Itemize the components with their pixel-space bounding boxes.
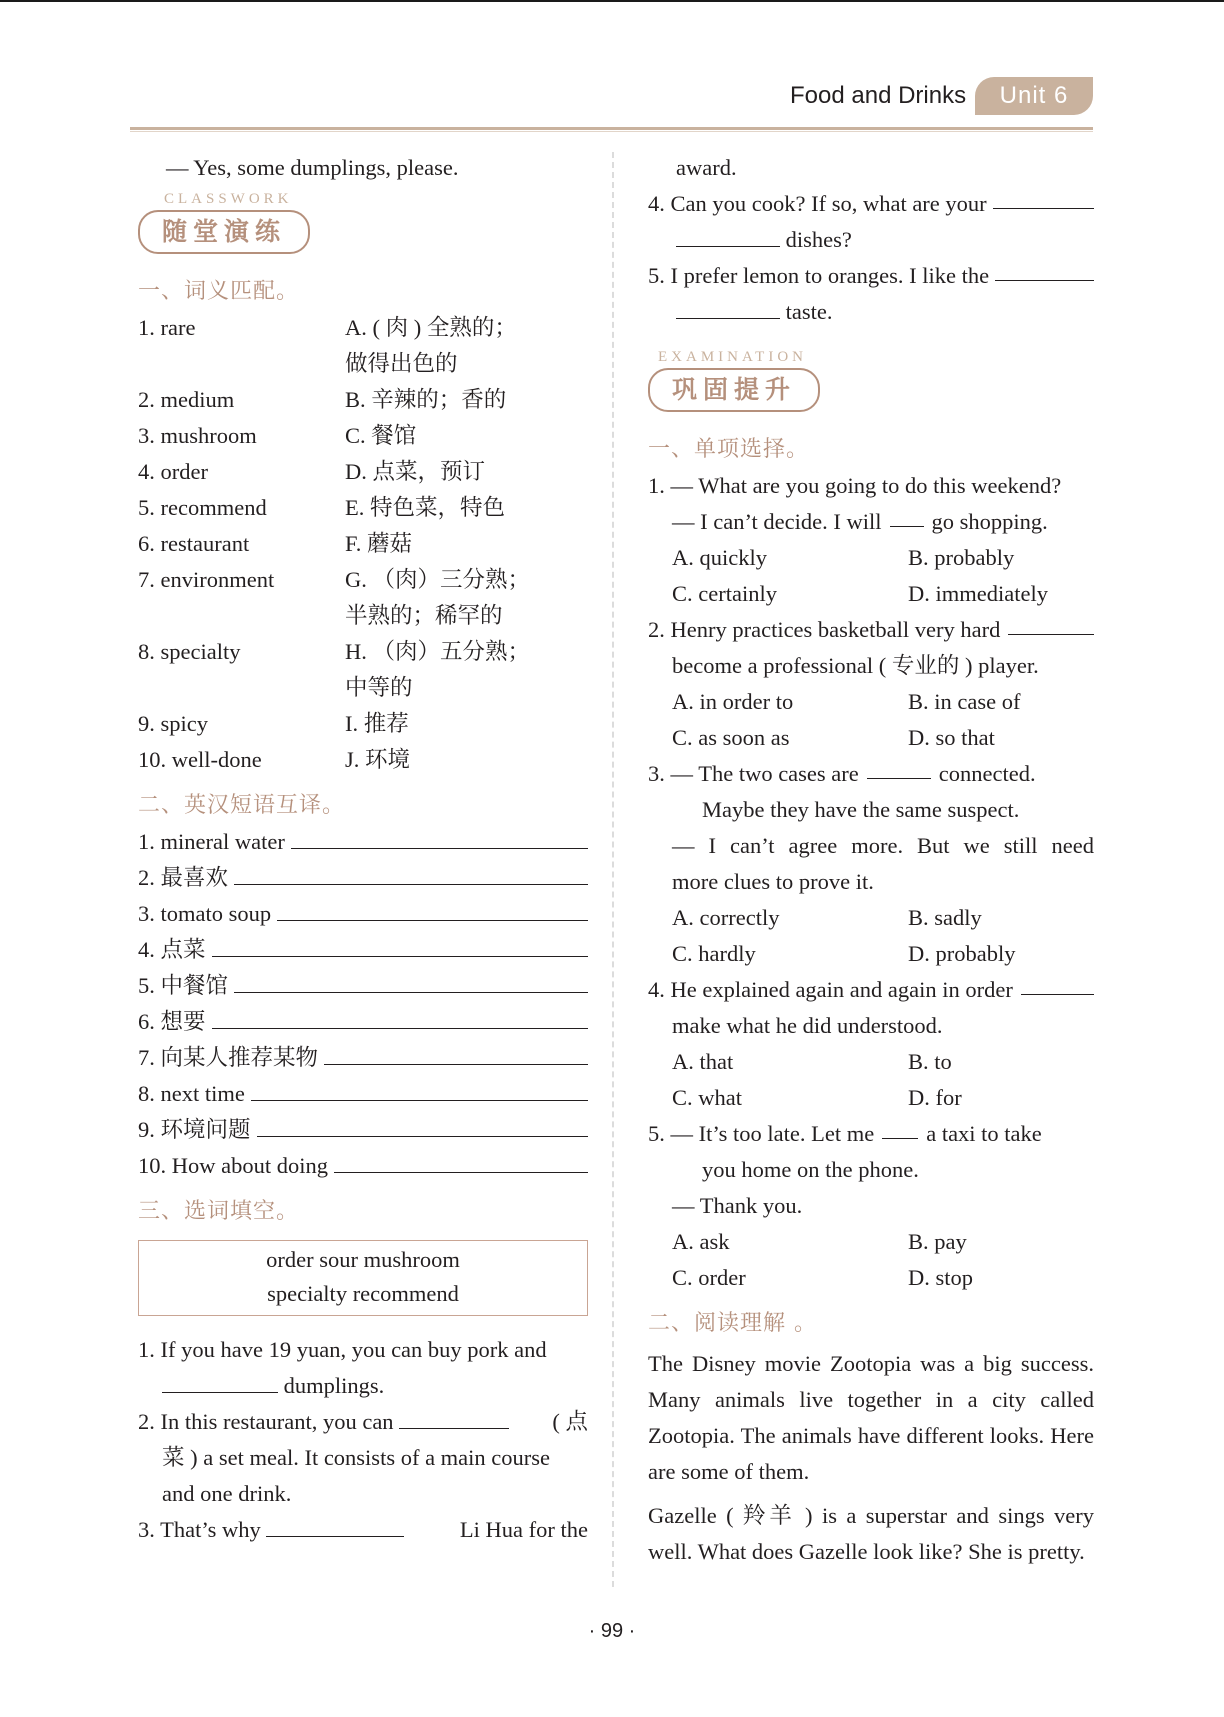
option[interactable]: D. for — [908, 1085, 962, 1110]
matching-word: 10. well-done — [138, 747, 262, 772]
matching-row — [138, 706, 588, 742]
question-text: 5. — It’s too late. Let me — [648, 1121, 875, 1146]
option[interactable]: D. so that — [908, 725, 995, 750]
fill-question-2: 2. In this restaurant, you can ( 点 — [138, 1404, 588, 1440]
answer-blank[interactable] — [324, 1040, 588, 1065]
option[interactable]: D. stop — [908, 1265, 974, 1290]
answer-blank[interactable] — [399, 1406, 509, 1429]
option[interactable]: B. pay — [908, 1229, 967, 1254]
question-line: Maybe they have the same suspect. — [702, 797, 1020, 822]
classwork-badge-en: CLASSWORK — [164, 191, 293, 207]
header-rule-thin — [130, 131, 1093, 132]
column-divider — [612, 152, 614, 1587]
option[interactable]: D. immediately — [908, 581, 1048, 606]
phrase-text: 10. How about doing — [138, 1153, 328, 1178]
phrase-text: 6. 想要 — [138, 1009, 206, 1034]
matching-definition: B. 辛辣的；香的 — [345, 387, 507, 412]
options-row — [648, 900, 1094, 936]
options-row — [648, 1260, 1094, 1296]
matching-row — [138, 634, 588, 670]
answer-blank[interactable] — [676, 296, 780, 319]
answer-blank[interactable] — [890, 504, 924, 527]
fill-continuation: award. — [676, 155, 737, 180]
matching-definition: G. （肉）三分熟； — [345, 567, 530, 592]
answer-blank[interactable] — [1021, 972, 1094, 995]
right-column — [648, 150, 1094, 1570]
matching-row — [138, 310, 588, 346]
matching-definition: H. （肉）五分熟； — [345, 639, 530, 664]
question-line — [648, 504, 1094, 540]
matching-definition-cont: 中等的 — [345, 675, 413, 700]
matching-word: 8. specialty — [138, 639, 241, 664]
question-text: connected. — [938, 761, 1036, 786]
option[interactable]: C. order — [672, 1265, 746, 1290]
question-text: — I can’t decide. I will — [672, 509, 882, 534]
option[interactable]: A. in order to — [672, 689, 794, 714]
option[interactable]: A. that — [672, 1049, 734, 1074]
examination-badge-en: EXAMINATION — [658, 349, 807, 365]
phrase-text: 1. mineral water — [138, 829, 285, 854]
section-title: 一、词义匹配。 — [138, 279, 300, 304]
phrase-text: 3. tomato soup — [138, 901, 272, 926]
answer-blank[interactable] — [882, 1116, 918, 1139]
question-text: 2. Henry practices basketball very hard — [648, 617, 1001, 642]
fill-question-4-cont: dishes? — [648, 222, 1094, 258]
options-row — [648, 1224, 1094, 1260]
phrase-row — [138, 1076, 588, 1112]
option[interactable]: C. certainly — [672, 581, 777, 606]
matching-spacer — [138, 346, 345, 382]
matching-word: 2. medium — [138, 387, 235, 412]
question-text: 3. — The two cases are — [648, 761, 859, 786]
phrase-text: 7. 向某人推荐某物 — [138, 1045, 319, 1070]
option[interactable]: B. sadly — [908, 905, 982, 930]
answer-blank[interactable] — [867, 756, 931, 779]
matching-word: 5. recommend — [138, 495, 267, 520]
matching-word: 4. order — [138, 459, 208, 484]
fill-question-4: 4. Can you cook? If so, what are your — [648, 186, 1094, 222]
word-box-line: order sour mushroom — [266, 1247, 460, 1272]
option[interactable]: A. correctly — [672, 905, 780, 930]
option[interactable]: B. in case of — [908, 689, 1021, 714]
matching-word: 1. rare — [138, 315, 196, 340]
matching-row — [138, 742, 588, 778]
question-text: a taxi to take — [926, 1121, 1042, 1146]
matching-row — [138, 418, 588, 454]
question-line — [648, 756, 1094, 792]
word-box-line: specialty recommend — [267, 1281, 459, 1306]
matching-definition-cont: 半熟的；稀罕的 — [345, 603, 503, 628]
multiple-choice-list — [648, 468, 1094, 1296]
phrase-row — [138, 1112, 588, 1148]
answer-blank[interactable] — [257, 1112, 588, 1137]
options-row — [648, 1080, 1094, 1116]
answer-blank[interactable] — [234, 968, 588, 993]
matching-row-cont — [138, 346, 588, 382]
phrase-list — [138, 824, 588, 1184]
examination-badge-cn: 巩固提升 — [648, 368, 820, 412]
matching-row — [138, 562, 588, 598]
question-line — [648, 1116, 1094, 1152]
question-line: — Thank you. — [672, 1193, 803, 1218]
question-line: you home on the phone. — [702, 1157, 919, 1182]
answer-blank[interactable] — [277, 896, 588, 921]
matching-row — [138, 454, 588, 490]
answer-blank[interactable] — [234, 860, 588, 885]
answer-blank[interactable] — [993, 186, 1094, 209]
examination-badge — [648, 348, 1094, 426]
options-row — [648, 540, 1094, 576]
question-line: make what he did understood. — [672, 1013, 943, 1038]
matching-spacer — [138, 598, 345, 634]
option[interactable]: B. probably — [908, 545, 1015, 570]
reading-paragraph: The Disney movie Zootopia was a big success. Many animals live together in a city called Zootopia. The animals have different looks. Here are some of them. — [648, 1351, 1094, 1484]
option[interactable]: C. as soon as — [672, 725, 790, 750]
answer-blank[interactable] — [251, 1076, 588, 1101]
option[interactable]: C. what — [672, 1085, 742, 1110]
question-line: — I can’t agree more. But we still need — [672, 833, 1094, 858]
unit-badge: Unit 6 — [975, 77, 1093, 115]
question-text: go shopping. — [931, 509, 1048, 534]
options-row — [648, 684, 1094, 720]
matching-definition: I. 推荐 — [345, 711, 409, 736]
phrase-text: 4. 点菜 — [138, 937, 206, 962]
matching-definition: D. 点菜，预订 — [345, 459, 485, 484]
matching-row-cont — [138, 598, 588, 634]
option[interactable]: A. ask — [672, 1229, 730, 1254]
phrase-row — [138, 824, 588, 860]
option[interactable]: B. to — [908, 1049, 952, 1074]
options-row — [648, 936, 1094, 972]
option[interactable]: C. hardly — [672, 941, 756, 966]
options-row — [648, 1044, 1094, 1080]
section-title: 二、阅读理解 。 — [648, 1311, 817, 1336]
phrase-text: 2. 最喜欢 — [138, 865, 229, 890]
phrase-row — [138, 896, 588, 932]
top-rule — [0, 0, 1224, 2]
phrase-row — [138, 1004, 588, 1040]
header-rule — [130, 127, 1093, 130]
question-text: 4. He explained again and again in order — [648, 977, 1013, 1002]
classwork-badge-cn: 随堂演练 — [138, 210, 310, 254]
option[interactable]: D. probably — [908, 941, 1016, 966]
section-title: 二、英汉短语互译。 — [138, 793, 346, 818]
phrase-row — [138, 968, 588, 1004]
answer-blank[interactable] — [1008, 612, 1094, 635]
fill-question-1: 1. If you have 19 yuan, you can buy pork and — [138, 1337, 547, 1362]
answer-blank[interactable] — [676, 224, 780, 247]
matching-row-cont — [138, 670, 588, 706]
option[interactable]: A. quickly — [672, 545, 767, 570]
phrase-row — [138, 860, 588, 896]
classwork-badge — [138, 190, 588, 268]
matching-spacer — [138, 670, 345, 706]
matching-row — [138, 382, 588, 418]
left-column — [138, 150, 588, 1548]
fill-question-2-cont: 菜 ) a set meal. It consists of a main course — [162, 1445, 551, 1470]
answer-blank[interactable] — [212, 932, 588, 957]
matching-word: 9. spicy — [138, 711, 208, 736]
matching-definition: A. ( 肉 ) 全熟的； — [345, 315, 517, 340]
question-line: become a professional ( 专业的 ) player. — [672, 653, 1039, 678]
question-line: more clues to prove it. — [672, 869, 874, 894]
matching-word: 3. mushroom — [138, 423, 257, 448]
phrase-row — [138, 1040, 588, 1076]
answer-blank[interactable] — [995, 258, 1094, 281]
matching-definition: C. 餐馆 — [345, 423, 417, 448]
question-line — [648, 612, 1094, 648]
answer-blank[interactable] — [212, 1004, 588, 1029]
section-title: 一、单项选择。 — [648, 437, 810, 462]
fill-question-3: 3. That’s why Li Hua for the — [138, 1512, 588, 1548]
matching-definition: J. 环境 — [345, 747, 411, 772]
question-line: 1. — What are you going to do this weekend? — [648, 473, 1062, 498]
answer-blank[interactable] — [266, 1514, 404, 1537]
matching-word: 7. environment — [138, 567, 275, 592]
fill-question-2-cont: and one drink. — [162, 1481, 292, 1506]
page-number: · 99 · — [588, 1620, 636, 1642]
dialogue-line: — Yes, some dumplings, please. — [166, 155, 459, 180]
matching-list — [138, 310, 588, 778]
word-box — [138, 1240, 588, 1316]
fill-question-5-cont: taste. — [648, 294, 1094, 330]
answer-blank[interactable] — [162, 1370, 278, 1393]
phrase-row — [138, 932, 588, 968]
phrase-text: 9. 环境问题 — [138, 1117, 251, 1142]
answer-blank[interactable] — [334, 1148, 588, 1173]
phrase-text: 5. 中餐馆 — [138, 973, 229, 998]
matching-row — [138, 526, 588, 562]
fill-question-1-cont: dumplings. — [138, 1368, 588, 1404]
options-row — [648, 576, 1094, 612]
answer-blank[interactable] — [291, 824, 588, 849]
matching-definition: F. 蘑菇 — [345, 531, 412, 556]
section-title: 三、选词填空。 — [138, 1199, 300, 1224]
matching-word: 6. restaurant — [138, 531, 250, 556]
phrase-row — [138, 1148, 588, 1184]
matching-definition-cont: 做得出色的 — [345, 351, 458, 376]
phrase-text: 8. next time — [138, 1081, 245, 1106]
matching-definition: E. 特色菜，特色 — [345, 495, 505, 520]
options-row — [648, 720, 1094, 756]
header-title: Food and Drinks — [790, 82, 967, 109]
reading-paragraph: Gazelle ( 羚羊 ) is a superstar and sings very well. What does Gazelle look like? She is pretty. — [648, 1503, 1094, 1564]
matching-row — [138, 490, 588, 526]
question-line — [648, 972, 1094, 1008]
fill-question-5: 5. I prefer lemon to oranges. I like the — [648, 258, 1094, 294]
